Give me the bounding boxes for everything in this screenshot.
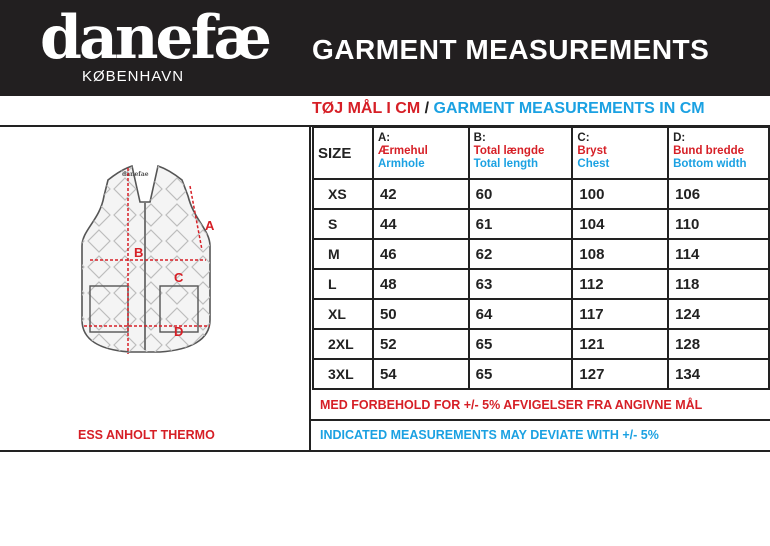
marker-a: A bbox=[205, 218, 215, 233]
table-row bbox=[313, 359, 769, 389]
divider-bottom bbox=[0, 450, 770, 452]
table-row bbox=[313, 299, 769, 329]
bottom-width-cell: 106 bbox=[668, 179, 769, 209]
column-danish: Ærmehul bbox=[377, 145, 428, 157]
vest-label-tag: danefae bbox=[122, 171, 149, 178]
chest-cell: 121 bbox=[572, 329, 668, 359]
size-cell: XS bbox=[313, 179, 373, 209]
bottom-width-cell: 124 bbox=[668, 299, 769, 329]
chest-cell: 104 bbox=[572, 209, 668, 239]
column-danish: Bund bredde bbox=[673, 145, 745, 157]
total-length-cell: 64 bbox=[469, 299, 573, 329]
bottom-width-cell: 110 bbox=[668, 209, 769, 239]
total-length-cell: 65 bbox=[469, 329, 573, 359]
column-header-bottom-width bbox=[668, 127, 769, 179]
armhole-cell: 52 bbox=[373, 329, 469, 359]
total-length-cell: 61 bbox=[469, 209, 573, 239]
bottom-width-cell: 118 bbox=[668, 269, 769, 299]
column-english: Bottom width bbox=[673, 158, 747, 170]
brand-logo bbox=[40, 3, 269, 90]
bottom-width-cell: 128 bbox=[668, 329, 769, 359]
vest-illustration bbox=[60, 150, 260, 370]
armhole-cell: 48 bbox=[373, 269, 469, 299]
bottom-width-cell: 134 bbox=[668, 359, 769, 389]
table-row bbox=[313, 179, 769, 209]
size-cell: S bbox=[313, 209, 373, 239]
marker-b: B bbox=[134, 245, 144, 260]
armhole-cell: 42 bbox=[373, 179, 469, 209]
column-danish: Total længde bbox=[473, 145, 545, 157]
measurement-table bbox=[312, 126, 770, 390]
column-header-armhole bbox=[373, 127, 469, 179]
brand-city: KØBENHAVN bbox=[82, 68, 185, 85]
size-cell: L bbox=[313, 269, 373, 299]
chest-cell: 100 bbox=[572, 179, 668, 209]
divider-left-panel bbox=[309, 125, 311, 452]
note-english: INDICATED MEASUREMENTS MAY DEVIATE WITH +/- 5% bbox=[320, 428, 659, 442]
divider-notes bbox=[310, 419, 770, 421]
table-row bbox=[313, 209, 769, 239]
chest-cell: 112 bbox=[572, 269, 668, 299]
total-length-cell: 65 bbox=[469, 359, 573, 389]
subtitle-danish: TØJ MÅL I CM bbox=[312, 100, 421, 117]
total-length-cell: 60 bbox=[469, 179, 573, 209]
armhole-cell: 54 bbox=[373, 359, 469, 389]
armhole-cell: 50 bbox=[373, 299, 469, 329]
column-letter: B: bbox=[473, 132, 486, 144]
chest-cell: 117 bbox=[572, 299, 668, 329]
table-row bbox=[313, 239, 769, 269]
column-header-chest bbox=[572, 127, 668, 179]
column-letter: A: bbox=[377, 132, 391, 144]
column-letter: D: bbox=[673, 132, 686, 144]
chest-cell: 127 bbox=[572, 359, 668, 389]
subtitle bbox=[312, 100, 705, 118]
column-danish: Bryst bbox=[577, 145, 607, 157]
bottom-width-cell: 114 bbox=[668, 239, 769, 269]
subtitle-separator: / bbox=[424, 100, 430, 117]
size-cell: XL bbox=[313, 299, 373, 329]
armhole-cell: 46 bbox=[373, 239, 469, 269]
product-name: ESS ANHOLT THERMO bbox=[78, 428, 215, 442]
note-danish: MED FORBEHOLD FOR +/- 5% AFVIGELSER FRA ANGIVNE MÅL bbox=[320, 398, 703, 412]
table-header-row bbox=[313, 127, 769, 179]
brand-name: danefæ bbox=[40, 3, 269, 73]
marker-d: D bbox=[174, 324, 184, 339]
size-cell: 2XL bbox=[313, 329, 373, 359]
subtitle-english: GARMENT MEASUREMENTS IN CM bbox=[433, 100, 705, 117]
column-header-total-length bbox=[469, 127, 573, 179]
column-letter: C: bbox=[577, 132, 590, 144]
column-english: Total length bbox=[473, 158, 538, 170]
column-english: Armhole bbox=[377, 158, 425, 170]
header-bar bbox=[0, 0, 770, 96]
marker-c: C bbox=[174, 270, 184, 285]
table-row bbox=[313, 269, 769, 299]
armhole-cell: 44 bbox=[373, 209, 469, 239]
total-length-cell: 62 bbox=[469, 239, 573, 269]
total-length-cell: 63 bbox=[469, 269, 573, 299]
size-cell: M bbox=[313, 239, 373, 269]
table-row bbox=[313, 329, 769, 359]
page-title: GARMENT MEASUREMENTS bbox=[312, 34, 710, 65]
size-header: SIZE bbox=[313, 127, 373, 179]
column-english: Chest bbox=[577, 158, 610, 170]
chest-cell: 108 bbox=[572, 239, 668, 269]
size-cell: 3XL bbox=[313, 359, 373, 389]
